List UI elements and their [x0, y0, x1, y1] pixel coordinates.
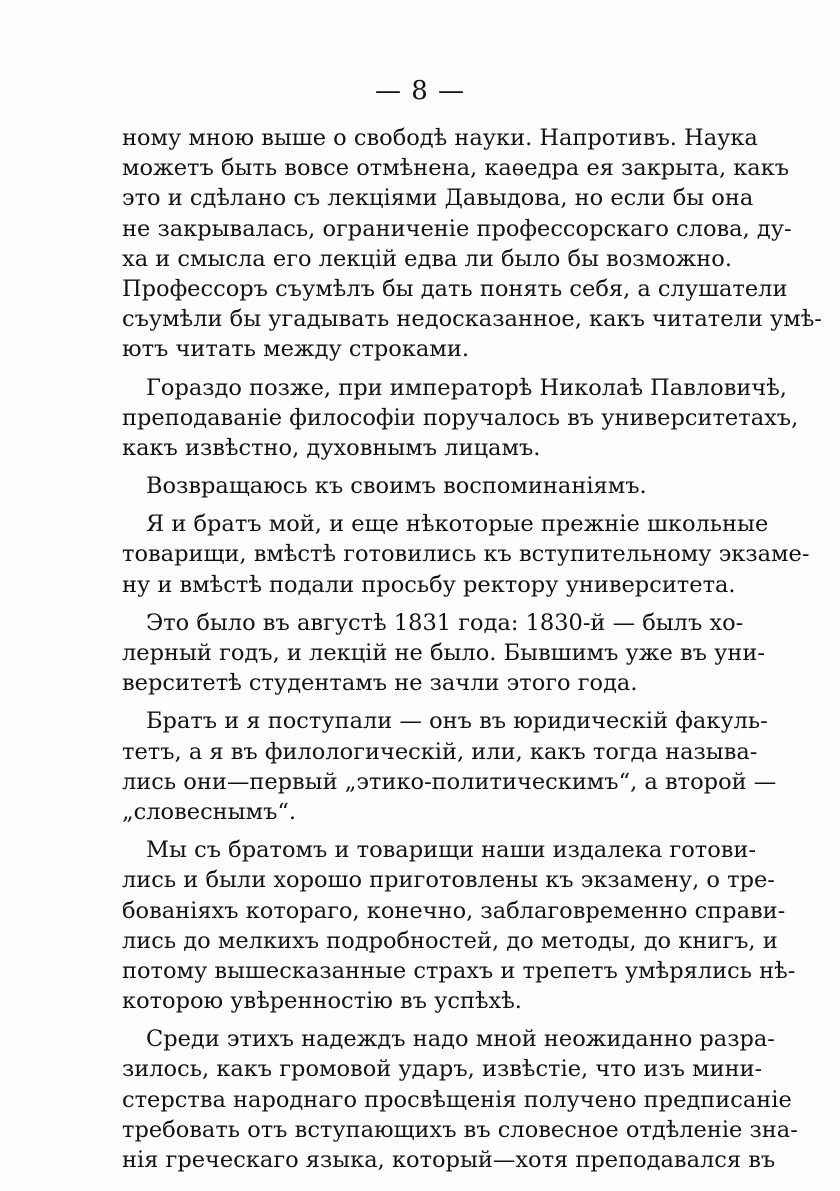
text-line: лись и были хорошо приготовлены къ экзамену, о тре- — [122, 867, 775, 894]
text-line: бованіяхъ котораго, конечно, заблаговременно справи- — [122, 897, 786, 924]
text-line: тетъ, а я въ филологическій, или, какъ тогда называ- — [122, 738, 758, 765]
text-line: нія греческаго языка, который—хотя преподавался въ — [122, 1147, 776, 1173]
text-line: „словеснымъ“. — [122, 798, 297, 825]
text-line: которою увѣренностію въ успѣхѣ. — [122, 988, 522, 1015]
text-line: потому вышесказанные страхъ и трепетъ умѣрялись нѣ- — [122, 957, 796, 984]
text-line: Братъ и я поступали — онъ въ юридическій факуль- — [146, 708, 768, 735]
text-line: Это было въ августѣ 1831 года: 1830-й — былъ хо- — [146, 609, 744, 636]
text-line: ха и смысла его лекцій едва ли было бы возможно. — [122, 245, 732, 272]
body-text — [122, 123, 822, 1175]
text-line: съумѣли бы угадывать недосказанное, какъ читатели умѣ- — [122, 306, 822, 333]
text-line: ну и вмѣстѣ подали просьбу ректору университета. — [122, 571, 736, 598]
page-number: — 8 — — [374, 76, 466, 106]
text-line: какъ извѣстно, духовнымъ лицамъ. — [122, 434, 541, 461]
text-line: не закрывалась, ограниченіе профессорскаго слова, ду- — [122, 215, 792, 242]
text-line: лерный годъ, и лекцій не было. Бывшимъ уже въ уни- — [122, 640, 765, 666]
text-line: лись они—первый „этико-политическимъ“, а второй — — [122, 768, 777, 795]
text-line: зилось, какъ громовой ударъ, извѣстіе, что изъ мини- — [122, 1056, 763, 1083]
text-line: требовать отъ вступающихъ въ словесное отдѣленіе зна- — [122, 1116, 798, 1143]
text-line: стерства народнаго просвѣщенія получено предписаніе — [122, 1086, 792, 1113]
text-line: Гораздо позже, при императорѣ Николаѣ Павловичѣ, — [146, 374, 787, 401]
text-line: Мы съ братомъ и товарищи наши издалека готови- — [146, 837, 757, 864]
text-line: ному мною выше о свободѣ науки. Напротивъ. Наука — [122, 125, 758, 151]
text-line: ютъ читать между строками. — [122, 336, 469, 363]
text-line: можетъ быть вовсе отмѣнена, каѳедра ея закрыта, какъ — [122, 155, 790, 182]
text-line: Возвращаюсь къ своимъ воспоминаніямъ. — [146, 473, 647, 500]
text-line: товарищи, вмѣстѣ готовились къ вступительному экзаме- — [122, 541, 810, 568]
text-line: Профессоръ съумѣлъ бы дать понять себя, а слушатели — [122, 275, 788, 302]
text-line: лись до мелкихъ подробностей, до методы, до книгъ, и — [122, 927, 778, 954]
text-line: Среди этихъ надеждъ надо мной неожиданно разра- — [146, 1026, 775, 1053]
text-line: верситетѣ студентамъ не зачли этого года. — [122, 670, 638, 697]
text-line: Я и братъ мой, и еще нѣкоторые прежніе школьные — [146, 511, 769, 538]
text-line: это и сдѣлано съ лекціями Давыдова, но если бы она — [122, 185, 754, 212]
text-line: преподаваніе философіи поручалось въ университетахъ, — [122, 404, 799, 431]
